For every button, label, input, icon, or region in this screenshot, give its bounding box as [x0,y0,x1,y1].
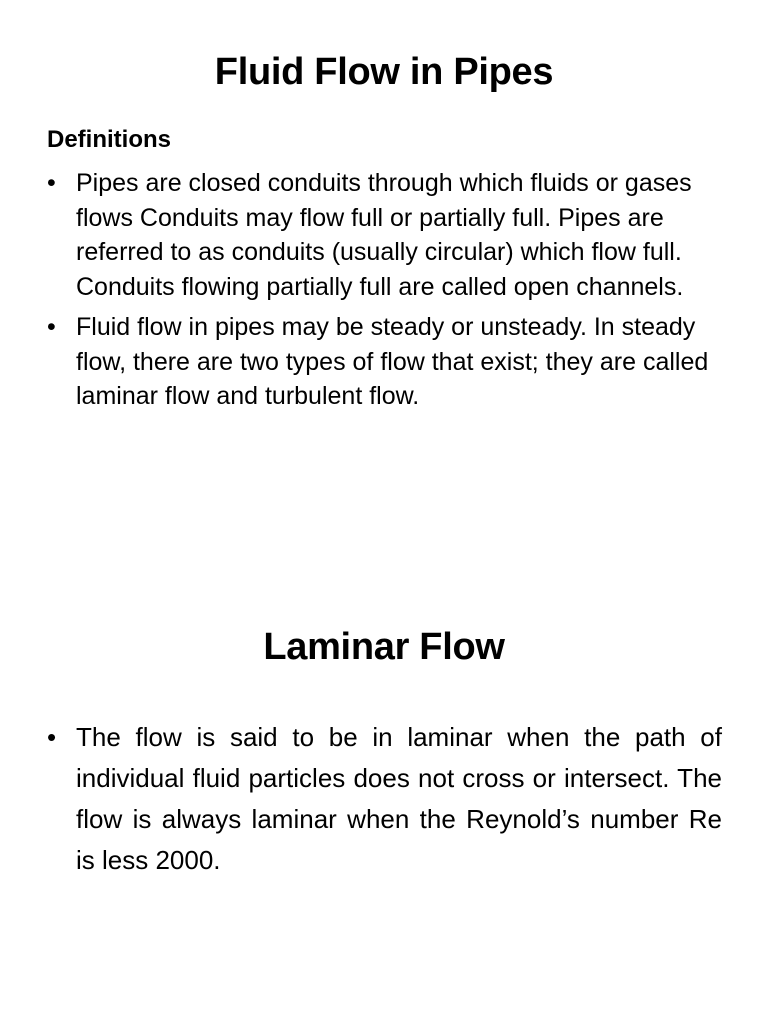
bullet-text: The flow is said to be in laminar when the path of individual fluid particles does not cross or intersect. The flow is always laminar when the Reynold’s number Re is less 2000. [76,722,722,875]
bullet-item [47,166,727,304]
slide-title: Laminar Flow [263,626,505,668]
bullet-icon: • [47,313,56,341]
laminar-bullet-list [47,717,722,881]
bullet-text: Pipes are closed conduits through which fluids or gases flows Conduits may flow full or partially full. Pipes are referred to as conduits (usually circular) which flow full. Conduits flowing partially full are called open channels. [76,169,692,301]
bullet-icon: • [47,169,56,197]
bullet-item [47,717,722,881]
bullet-text: Fluid flow in pipes may be steady or unsteady. In steady flow, there are two types of flow that exist; they are called laminar flow and turbulent flow. [76,313,709,410]
slide-title: Fluid Flow in Pipes [214,51,554,93]
slide-laminar-flow [0,512,768,1024]
bullet-item [47,310,727,414]
definitions-bullet-list [47,166,727,420]
bullet-icon: • [47,722,57,752]
definitions-heading: Definitions [47,126,171,153]
